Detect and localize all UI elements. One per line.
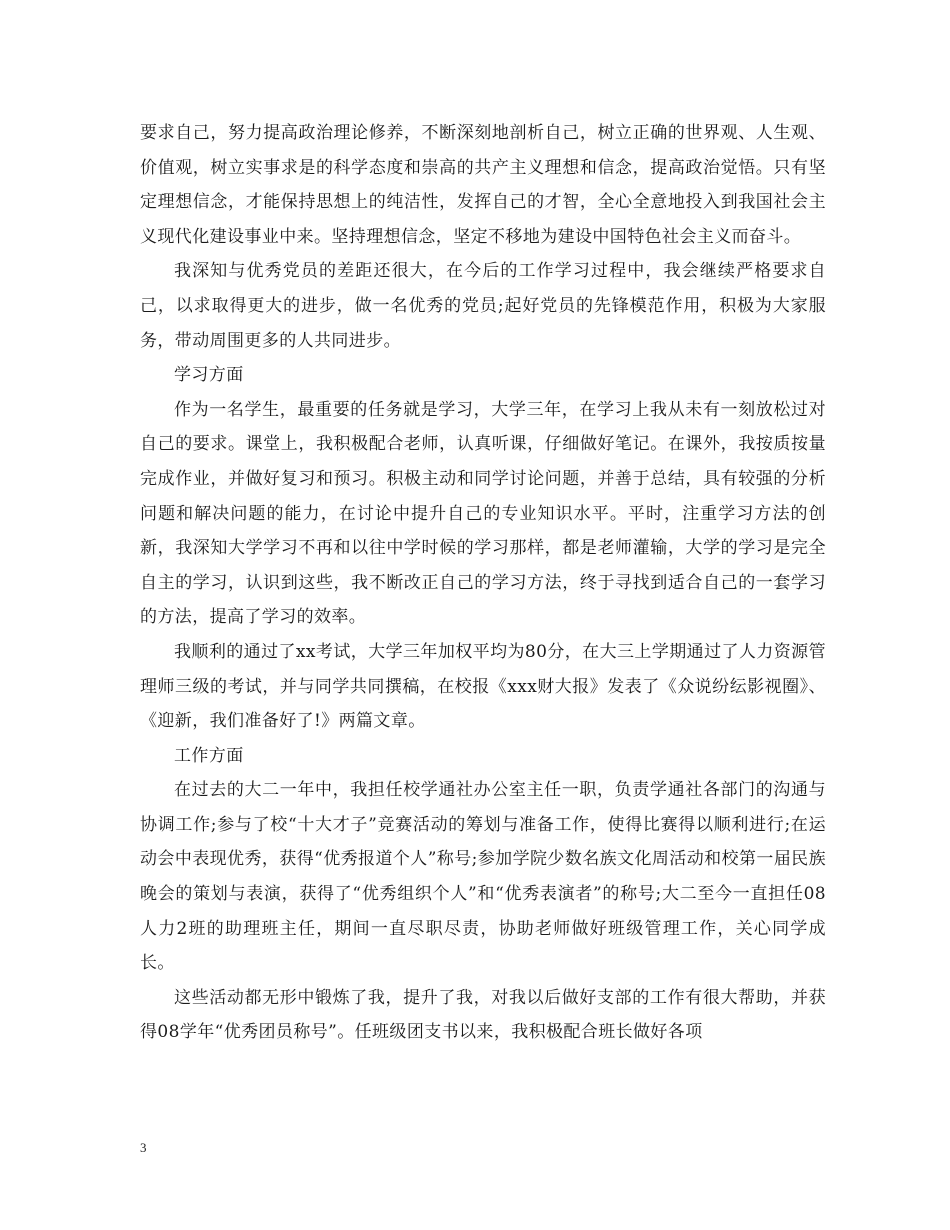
document-body [140,116,826,1050]
paragraph-study-achievements: 我顺利的通过了xx考试，大学三年加权平均为80分，在大三上学期通过了人力资源管理师三级的考试，并与同学共同撰稿，在校报《xxx财大报》发表了《众说纷纭影视圈》、《迎新，我们准备好了!》两篇文章。 [140,641,826,732]
paragraph-work-roles: 在过去的大二一年中，我担任校学通社办公室主任一职，负责学通社各部门的沟通与协调工作;参与了校“十大才子”竞赛活动的筹划与准备工作，使得比赛得以顺利进行;在运动会中表现优秀，获得“优秀报道个人”称号;参加学院少数名族文化周活动和校第一届民族晚会的策划与表演，获得了“优秀组织个人”和“优秀表演者”的称号;大二至今一直担任08人力2班的助理班主任，期间一直尽职尽责，协助老师做好班级管理工作，关心同学成长。 [140,780,826,974]
paragraph-study-attitude: 作为一名学生，最重要的任务就是学习，大学三年，在学习上我从未有一刻放松过对自己的要求。课堂上，我积极配合老师，认真听课，仔细做好笔记。在课外，我按质按量完成作业，并做好复习和预习。积极主动和同学讨论问题，并善于总结，具有较强的分析问题和解决问题的能力，在讨论中提升自己的专业知识水平。平时，注重学习方法的创新，我深知大学学习不再和以往中学时候的学习那样，都是老师灌输，大学的学习是完全自主的学习，认识到这些，我不断改正自己的学习方法，终于寻找到适合自己的一套学习的方法，提高了学习的效率。 [140,399,826,628]
paragraph-party-member-gap: 我深知与优秀党员的差距还很大，在今后的工作学习过程中，我会继续严格要求自己，以求取得更大的进步，做一名优秀的党员;起好党员的先锋模范作用，积极为大家服务，带动周围更多的人共同进步。 [140,261,826,351]
section-heading-study: 学习方面 [174,365,244,386]
page-number: 3 [140,1140,147,1155]
paragraph-work-growth: 这些活动都无形中锻炼了我，提升了我，对我以后做好支部的工作有很大帮助，并获得08学年“优秀团员称号”。任班级团支书以来，我积极配合班长做好各项 [140,987,826,1043]
section-heading-work: 工作方面 [174,745,244,766]
paragraph-continued: 要求自己，努力提高政治理论修养，不断深刻地剖析自己，树立正确的世界观、人生观、价值观，树立实事求是的科学态度和崇高的共产主义理想和信念，提高政治觉悟。只有坚定理想信念，才能保持思想上的纯洁性，发挥自己的才智，全心全意地投入到我国社会主义现代化建设事业中来。坚持理想信念，坚定不移地为建设中国特色社会主义而奋斗。 [140,123,826,247]
